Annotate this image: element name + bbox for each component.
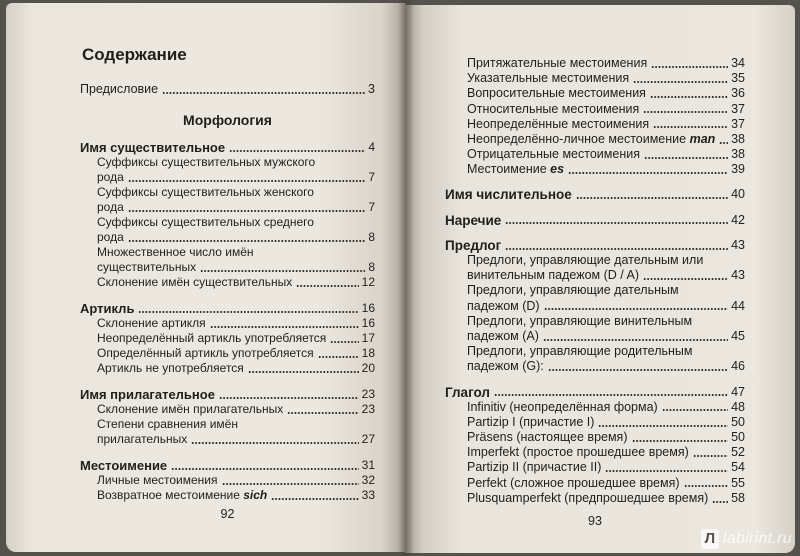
dot-leader	[633, 81, 728, 83]
dot-leader	[138, 311, 358, 313]
toc-sub-entry	[445, 400, 745, 415]
dot-leader	[568, 172, 728, 174]
toc-entry-line: Предлоги, управляющие дательным или	[467, 253, 704, 268]
toc-page-number: 37	[731, 116, 745, 131]
toc-entry-title	[97, 488, 267, 503]
toc-entry-text: Притяжательные местоимения	[467, 55, 648, 70]
toc-entry-row	[445, 213, 745, 228]
toc-entry-text: Infinitiv (неопределённая форма)	[467, 399, 658, 414]
dot-leader	[651, 66, 728, 68]
toc-page-number: 17	[361, 331, 375, 345]
toc-group	[445, 188, 745, 203]
toc-sub-entry	[445, 283, 745, 313]
toc-entry-text: Глагол	[445, 384, 490, 400]
toc-entry-text: Склонение имён прилагательных	[97, 402, 284, 416]
toc-entry-line: Суффиксы существительных женского	[97, 185, 314, 199]
dot-leader	[684, 485, 729, 487]
toc-entry-row	[467, 102, 745, 117]
toc-sub-entry	[80, 417, 375, 447]
toc-entry-text: Артикль не употребляется	[97, 361, 244, 375]
toc-entry-title	[80, 387, 215, 402]
toc-entry-row	[467, 147, 745, 162]
toc-page-number: 18	[361, 346, 375, 360]
toc-page-number: 52	[731, 445, 745, 460]
toc-main-entry	[80, 301, 375, 316]
dot-leader	[653, 126, 728, 128]
toc-entry-text: Склонение артикля	[97, 316, 206, 330]
toc-entry-title	[467, 56, 647, 71]
toc-sub-entry	[445, 491, 745, 506]
right-page	[404, 5, 795, 553]
toc-entry-title	[467, 476, 680, 491]
toc-entry-title	[80, 301, 134, 316]
toc-page-number: 43	[731, 268, 745, 283]
toc-page-number: 31	[361, 458, 375, 472]
toc-entry-row	[97, 260, 375, 275]
toc-entry-title	[467, 460, 601, 475]
toc-page-number: 33	[361, 488, 375, 502]
toc-page-number: 3	[368, 82, 375, 96]
toc-entry-text: Местоимение	[467, 162, 547, 177]
toc-sub-entry	[445, 56, 745, 71]
toc-sub-entry	[80, 155, 375, 185]
toc-page-number: 32	[361, 473, 375, 487]
dot-leader	[219, 397, 359, 399]
toc-entry-title	[97, 361, 244, 376]
toc-sub-entry	[445, 445, 745, 460]
toc-page-number: 50	[731, 414, 745, 429]
toc-entry-row	[80, 301, 375, 316]
toc-entry-title	[467, 430, 628, 445]
dot-leader	[171, 468, 358, 470]
toc-entry-text: Наречие	[445, 212, 502, 228]
toc-page-number: 48	[731, 399, 745, 414]
toc-page-number: 16	[361, 316, 375, 330]
dot-leader	[505, 248, 728, 250]
toc-entry-title	[445, 238, 501, 253]
toc-sub-entry	[80, 331, 375, 346]
toc-entry-text: Относительные местоимения	[467, 101, 640, 116]
toc-entry-text: Plusquamperfekt (предпрошедшее время)	[467, 490, 709, 505]
toc-group	[80, 140, 375, 290]
toc-main-entry	[80, 458, 375, 473]
watermark	[701, 528, 792, 550]
toc-entry-row	[97, 346, 375, 361]
dot-leader	[693, 455, 728, 457]
dot-leader	[162, 92, 365, 94]
toc-page-number: 40	[731, 187, 745, 202]
toc-sub-entry	[445, 132, 745, 147]
toc-page-number: 47	[731, 384, 745, 399]
toc-entry-row	[467, 71, 745, 86]
toc-sub-entry	[80, 402, 375, 417]
toc-entry-row	[97, 316, 375, 331]
toc-page-number: 23	[361, 402, 375, 416]
toc-entry-row	[97, 361, 375, 376]
toc-entry-line: Предлоги, управляющие родительным	[467, 344, 693, 359]
toc-entry-row	[467, 132, 745, 147]
toc-sub-entry	[445, 162, 745, 177]
toc-entry-title	[80, 458, 167, 473]
toc-entry-title	[97, 260, 196, 275]
toc-column-left	[80, 140, 375, 503]
dot-leader	[128, 180, 366, 182]
dot-leader	[650, 96, 728, 98]
toc-entry-text: рода	[97, 170, 124, 184]
toc-entry-title	[467, 415, 594, 430]
toc-sub-entry	[445, 253, 745, 283]
toc-entry-title	[445, 213, 501, 228]
toc-page-number: 54	[731, 460, 745, 475]
toc-entry-title	[445, 385, 490, 400]
toc-entry-italic-term: man	[689, 131, 716, 146]
toc-entry-text: Указательные местоимения	[467, 71, 630, 86]
toc-entry-title	[467, 445, 689, 460]
dot-leader	[632, 440, 729, 442]
dot-leader	[287, 412, 358, 414]
toc-entry-row	[80, 140, 375, 155]
toc-entry-row	[467, 400, 745, 415]
toc-page-number: 38	[731, 131, 745, 146]
toc-entry-text: винительным падежом (D / A)	[467, 268, 640, 283]
dot-leader	[662, 409, 728, 411]
toc-page-number: 34	[731, 55, 745, 70]
toc-page-number: 4	[368, 140, 375, 154]
toc-page-number: 42	[731, 212, 745, 227]
toc-page-number: 38	[731, 147, 745, 162]
dot-leader	[712, 501, 728, 503]
toc-entry-text: Partizip I (причастие I)	[467, 414, 595, 429]
toc-sub-entry	[445, 344, 745, 374]
toc-sub-entry	[445, 86, 745, 101]
watermark-logo-icon: Л	[701, 529, 719, 549]
toc-page-number: 43	[731, 237, 745, 252]
toc-entry-row	[80, 82, 375, 97]
toc-entry-row	[467, 430, 745, 445]
toc-group	[445, 385, 745, 507]
toc-entry-row	[97, 200, 375, 215]
toc-page-number: 45	[731, 328, 745, 343]
dot-leader	[271, 498, 358, 500]
toc-page-number: 50	[731, 430, 745, 445]
dot-leader	[191, 442, 358, 444]
toc-entry-text: Имя прилагательное	[80, 387, 215, 402]
dot-leader	[494, 394, 728, 396]
toc-entry-text: Präsens (настоящее время)	[467, 430, 628, 445]
toc-sub-entry	[445, 102, 745, 117]
toc-entry-title	[97, 200, 124, 215]
toc-entry-row	[80, 458, 375, 473]
toc-entry-text: Отрицательные местоимения	[467, 147, 640, 162]
toc-entry-text: Определённый артикль употребляется	[97, 346, 314, 360]
toc-entry-row	[467, 56, 745, 71]
toc-entry-title	[467, 71, 629, 86]
dot-leader	[719, 142, 728, 144]
dot-leader	[605, 470, 728, 472]
toc-entry-row	[467, 359, 745, 374]
toc-entry-row	[97, 170, 375, 185]
toc-page-number: 39	[731, 162, 745, 177]
toc-entry-title	[97, 230, 124, 245]
toc-entry-text: Имя числительное	[445, 187, 572, 203]
toc-entry-row	[467, 476, 745, 491]
toc-entry-text: Imperfekt (простое прошедшее время)	[467, 445, 689, 460]
toc-entry-title	[467, 359, 544, 374]
toc-entry-row	[467, 415, 745, 430]
dot-leader	[598, 425, 728, 427]
toc-entry-text: существительных	[97, 260, 197, 274]
toc-entry-row	[445, 238, 745, 253]
page-number-right: 93	[588, 514, 602, 528]
toc-entry-title	[467, 162, 564, 177]
toc-entry-title	[97, 473, 218, 488]
toc-entry-text: Неопределённый артикль употребляется	[97, 331, 327, 345]
toc-entry-row	[467, 461, 745, 476]
toc-entry-title	[97, 402, 283, 417]
toc-entry-text: Склонение имён существительных	[97, 275, 293, 289]
toc-group	[445, 56, 745, 178]
toc-title: Содержание	[82, 45, 187, 64]
toc-entry-title	[467, 117, 649, 132]
toc-sub-entry	[80, 346, 375, 361]
toc-entry-title	[445, 187, 572, 202]
toc-entry-title	[467, 268, 639, 283]
toc-sub-entry	[445, 147, 745, 162]
toc-entry-text: рода	[97, 230, 124, 244]
toc-main-entry	[445, 188, 745, 203]
toc-entry-title	[467, 491, 708, 506]
toc-sub-entry	[445, 476, 745, 491]
toc-page-number: 36	[731, 86, 745, 101]
toc-entry-title	[467, 102, 639, 117]
toc-entry-title	[467, 86, 646, 101]
toc-entry-row	[97, 488, 375, 503]
toc-entry-title	[467, 147, 640, 162]
toc-entry-text: Неопределённо-личное местоимение	[467, 131, 687, 146]
toc-page-number: 23	[361, 387, 375, 401]
toc-entry-row	[445, 188, 745, 203]
toc-entry-italic-term: es	[550, 162, 565, 177]
toc-sub-entry	[445, 314, 745, 344]
toc-entry-title	[97, 316, 206, 331]
section-heading: Морфология	[183, 112, 272, 128]
toc-entry-row	[467, 491, 745, 506]
toc-entry-line: Предлоги, управляющие дательным	[467, 283, 679, 298]
dot-leader	[222, 483, 359, 485]
dot-leader	[544, 308, 729, 310]
toc-entry-title	[97, 170, 124, 185]
toc-entry-text: падежом (G):	[467, 359, 544, 374]
toc-sub-entry	[80, 215, 375, 245]
toc-entry-text: Partizip II (причастие II)	[467, 460, 602, 475]
left-page	[6, 3, 406, 552]
dot-leader	[248, 371, 359, 373]
toc-sub-entry	[445, 117, 745, 132]
toc-entry-row	[97, 432, 375, 447]
watermark-text: labirint.ru	[722, 530, 792, 547]
toc-entry-text: Местоимение	[80, 458, 168, 473]
toc-page-number: 12	[361, 275, 375, 289]
toc-entry-row	[97, 230, 375, 245]
toc-sub-entry	[445, 415, 745, 430]
toc-entry-row	[445, 385, 745, 400]
toc-page-number: 35	[731, 71, 745, 86]
toc-entry-text: рода	[97, 200, 124, 214]
toc-entry-title	[97, 346, 314, 361]
toc-page-number: 58	[731, 490, 745, 505]
toc-page-number: 44	[731, 298, 745, 313]
toc-page-number: 8	[368, 230, 375, 244]
toc-column-right	[445, 56, 745, 506]
toc-main-entry	[80, 140, 375, 155]
toc-entry-row	[80, 387, 375, 402]
toc-sub-entry	[80, 488, 375, 503]
toc-entry-text: Вопросительные местоимения	[467, 86, 646, 101]
toc-sub-entry	[445, 461, 745, 476]
toc-entry-text: Личные местоимения	[97, 473, 218, 487]
toc-sub-entry	[80, 275, 375, 290]
toc-group	[80, 458, 375, 503]
dot-leader	[505, 222, 728, 224]
toc-entry-text: Perfekt (сложное прошедшее время)	[467, 475, 680, 490]
toc-entry-text: Возвратное местоимение	[97, 488, 240, 502]
toc-entry-title	[467, 132, 715, 147]
toc-entry-row	[467, 445, 745, 460]
toc-page-number: 7	[368, 200, 375, 214]
toc-group	[445, 213, 745, 228]
toc-entry-text: Предлог	[445, 237, 502, 253]
dot-leader	[543, 339, 728, 341]
dot-leader	[643, 278, 728, 280]
dot-leader	[128, 240, 366, 242]
toc-entry-row	[467, 162, 745, 177]
toc-sub-entry	[80, 185, 375, 215]
toc-entry-title	[467, 400, 658, 415]
toc-entry-row	[467, 86, 745, 101]
toc-sub-entry	[80, 245, 375, 275]
dot-leader	[296, 285, 358, 287]
toc-entry-row	[467, 117, 745, 132]
toc-entry-row	[97, 402, 375, 417]
page-number-left: 92	[220, 507, 235, 521]
toc-entry-row	[97, 275, 375, 290]
toc-entry-title	[97, 331, 326, 346]
toc-group	[80, 301, 375, 376]
dot-leader	[200, 270, 365, 272]
toc-entry-text: Имя существительное	[80, 140, 226, 155]
toc-entry-title	[467, 299, 540, 314]
toc-entry-title	[80, 140, 225, 155]
toc-entry-text: падежом (D)	[467, 298, 540, 313]
toc-page-number: 8	[368, 260, 375, 274]
toc-page-number: 46	[731, 359, 745, 374]
toc-entry-line: Суффиксы существительных мужского	[97, 155, 316, 169]
toc-page-number: 27	[361, 432, 375, 446]
toc-entry-text: Артикль	[80, 301, 135, 316]
toc-page-number: 20	[361, 361, 375, 375]
toc-entry-title	[467, 329, 539, 344]
toc-entry-line: Суффиксы существительных среднего	[97, 215, 314, 229]
toc-main-entry	[445, 385, 745, 400]
dot-leader	[643, 111, 728, 113]
toc-entry-italic-term: sich	[243, 488, 268, 502]
toc-preface-entry	[80, 82, 375, 97]
toc-main-entry	[80, 387, 375, 402]
toc-main-entry	[445, 213, 745, 228]
dot-leader	[576, 197, 728, 199]
toc-group	[80, 387, 375, 447]
toc-sub-entry	[80, 473, 375, 488]
toc-entry-title	[97, 432, 187, 447]
toc-entry-row	[97, 473, 375, 488]
toc-page-number: 55	[731, 475, 745, 490]
toc-sub-entry	[445, 430, 745, 445]
toc-entry-row	[467, 299, 745, 314]
dot-leader	[210, 326, 359, 328]
toc-page-number: 7	[368, 170, 375, 184]
toc-entry-row	[97, 331, 375, 346]
toc-entry-text: прилагательных	[97, 432, 188, 446]
dot-leader	[644, 157, 728, 159]
toc-entry-line: Предлоги, управляющие винительным	[467, 313, 693, 328]
toc-sub-entry	[445, 71, 745, 86]
toc-entry-title	[97, 275, 292, 290]
toc-entry-row	[467, 268, 745, 283]
toc-entry-line: Множественное число имён	[97, 245, 254, 259]
dot-leader	[318, 356, 359, 358]
toc-group	[445, 238, 745, 375]
toc-main-entry	[445, 238, 745, 253]
toc-page-number: 37	[731, 101, 745, 116]
dot-leader	[548, 369, 728, 371]
toc-entry-line: Степени сравнения имён	[97, 417, 238, 431]
toc-entry-row	[467, 329, 745, 344]
dot-leader	[229, 150, 365, 152]
toc-entry-text: Предисловие	[80, 82, 159, 96]
toc-entry-text: Неопределённые местоимения	[467, 116, 650, 131]
dot-leader	[330, 341, 358, 343]
dot-leader	[128, 210, 366, 212]
toc-entry-text: падежом (A)	[467, 328, 539, 343]
toc-sub-entry	[80, 316, 375, 331]
toc-sub-entry	[80, 361, 375, 376]
toc-page-number: 16	[361, 301, 375, 315]
